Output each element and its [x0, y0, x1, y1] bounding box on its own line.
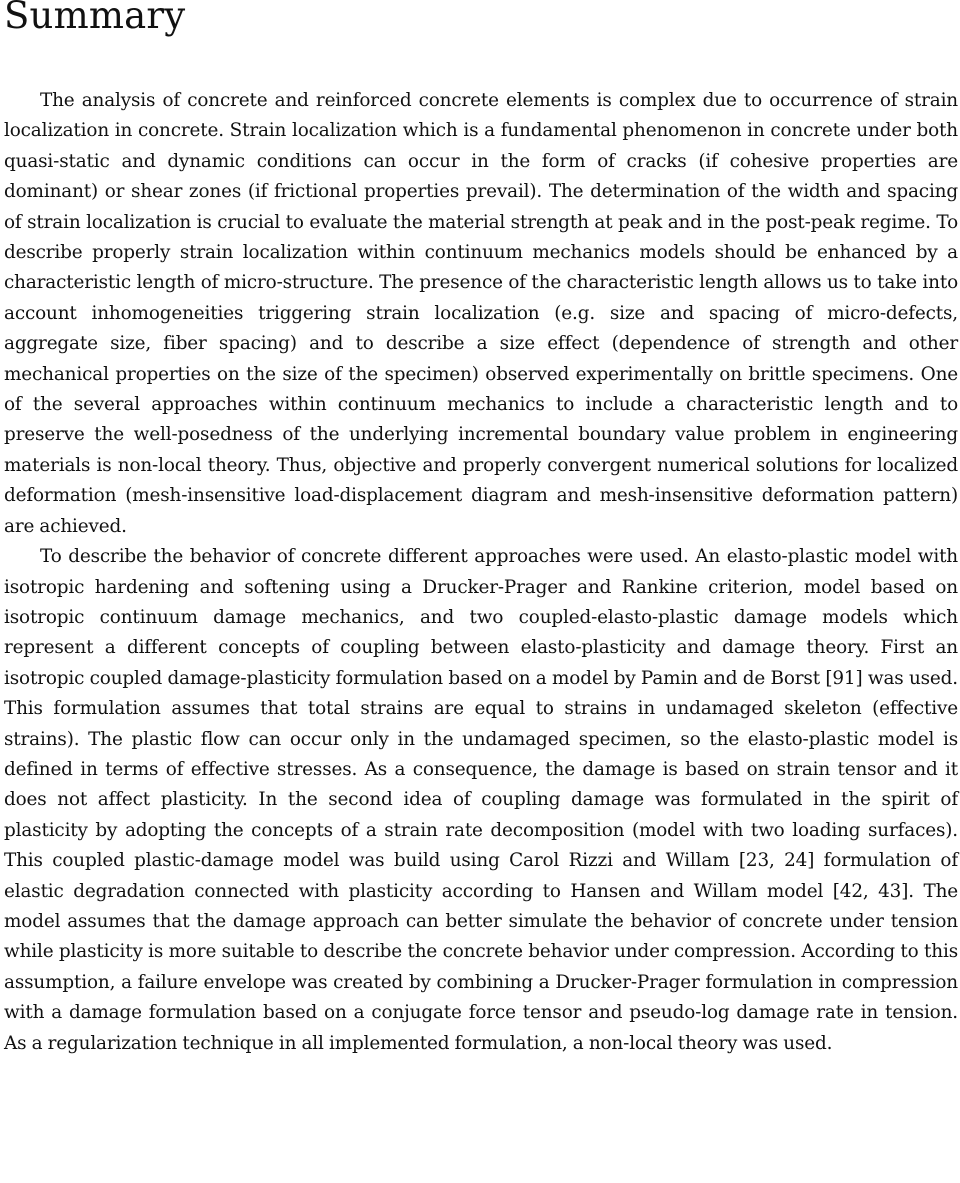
summary-paragraph-1: The analysis of concrete and reinforced concrete elements is complex due to occurrence of strain localization in concrete. Strain localization which is a fundamental phenomenon in concrete under both quasi-static and dynamic conditions can occur in the form of cracks (if cohesive properties are dominant) or shear zones (if frictional properties prevail). The determination of the width and spacing of strain localization is crucial to evaluate the material strength at peak and in the post-peak regime. To describe properly strain localization within continuum mechanics models should be enhanced by a characteristic length of micro-structure. The presence of the characteristic length allows us to take into account inhomogeneities triggering strain localization (e.g. size and spacing of micro-defects, aggregate size, fiber spacing) and to describe a size effect (dependence of strength and other mechanical properties on the size of the specimen) observed experimentally on brittle specimens. One of the several approaches within continuum mechanics to include a characteristic length and to preserve the well-posedness of the underlying incremental boundary value problem in engineering materials is non-local theory. Thus, objective and properly convergent numerical solutions for localized deformation (mesh-insensitive load-displacement diagram and mesh-insensitive deformation pattern) are achieved.	[4, 90, 958, 537]
section-title: Summary	[4, 0, 186, 37]
summary-body	[4, 86, 958, 1059]
summary-paragraph-2: To describe the behavior of concrete different approaches were used. An elasto-plastic model with isotropic hardening and softening using a Drucker-Prager and Rankine criterion, model based on isotropic continuum damage mechanics, and two coupled-elasto-plastic damage models which represent a different concepts of coupling between elasto-plasticity and damage theory. First an isotropic coupled damage-plasticity formulation based on a model by Pamin and de Borst [91] was used. This formulation assumes that total strains are equal to strains in undamaged skeleton (effective strains). The plastic flow can occur only in the undamaged specimen, so the elasto-plastic model is defined in terms of effective stresses. As a consequence, the damage is based on strain tensor and it does not affect plasticity. In the second idea of coupling damage was formulated in the spirit of plasticity by adopting the concepts of a strain rate decomposition (model with two loading surfaces). This coupled plastic-damage model was build using Carol Rizzi and Willam [23, 24] formulation of elastic degradation connected with plasticity according to Hansen and Willam model [42, 43]. The model assumes that the damage approach can better simulate the behavior of concrete under tension while plasticity is more suitable to describe the concrete behavior under compression. According to this assumption, a failure envelope was created by combining a Drucker-Prager formulation in compression with a damage formulation based on a conjugate force tensor and pseudo-log damage rate in tension. As a regularization technique in all implemented formulation, a non-local theory was used.	[4, 546, 958, 1054]
